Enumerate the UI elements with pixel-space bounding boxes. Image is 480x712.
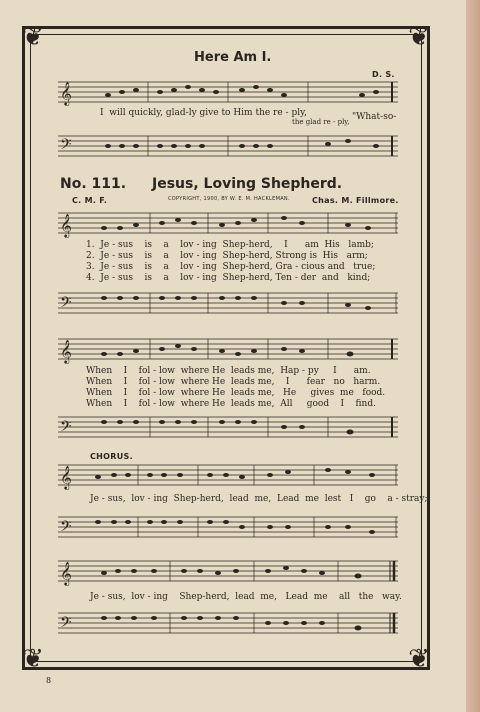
hymn-composer: Chas. M. Fillmore. — [312, 196, 399, 205]
verse-2-line-2: When I fol - low where He leads me, I fear no harm. — [86, 377, 381, 387]
verse-2-line-1: 2. Je - sus is a lov - ing Shep-herd, Strong is His arm; — [86, 251, 368, 261]
ornament-top-right-icon: ❦ — [408, 22, 430, 52]
verse-4-line-2: When I fol - low where He leads me, All good I find. — [86, 399, 376, 409]
svg-text:𝄢: 𝄢 — [60, 614, 72, 635]
hymn-copyright: COPYRIGHT, 1900, BY W. E. M. HACKLEMAN. — [168, 196, 290, 202]
prev-hymn-title: Here Am I. — [194, 50, 272, 65]
prev-hymn-marker: D. S. — [372, 70, 395, 79]
staff-1-treble — [58, 208, 398, 238]
page-edge — [466, 0, 480, 712]
chorus-staff-1-treble — [58, 460, 398, 490]
prev-staff-treble — [58, 78, 398, 106]
verse-3-line-2: When I fol - low where He leads me, He gives me food. — [86, 388, 386, 398]
chorus-line-2: Je - sus, lov - ing Shep-herd, lead me, Lead me all the way. — [90, 592, 402, 602]
ornament-top-left-icon: ❦ — [22, 22, 44, 52]
chorus-staff-1-bass — [58, 512, 398, 542]
chorus-label: CHORUS. — [90, 452, 133, 461]
svg-text:𝄢: 𝄢 — [60, 136, 72, 157]
hymn-meter: C. M. F. — [72, 196, 108, 205]
chorus-staff-2-treble — [58, 556, 398, 586]
verse-3-line-1: 3. Je - sus is a lov - ing Shep-herd, Gra - cious and true; — [86, 262, 376, 272]
hymn-title: Jesus, Loving Shepherd. — [152, 176, 343, 192]
chorus-line-1: Je - sus, lov - ing Shep-herd, lead me, Lead me lest I go a - stray; — [90, 494, 428, 504]
svg-text:𝄞: 𝄞 — [60, 339, 72, 363]
ornament-bottom-left-icon: ❦ — [22, 644, 44, 674]
svg-text:𝄢: 𝄢 — [60, 294, 72, 315]
svg-text:𝄞: 𝄞 — [60, 213, 72, 237]
chorus-staff-2-bass — [58, 608, 398, 638]
hymn-number: No. 111. — [60, 176, 127, 192]
svg-text:𝄞: 𝄞 — [60, 81, 72, 105]
svg-text:𝄢: 𝄢 — [60, 518, 72, 539]
svg-text:𝄞: 𝄞 — [60, 465, 72, 489]
prev-hymn-lyric-alt: the glad re - ply, — [292, 118, 350, 126]
page-number: 8 — [46, 676, 52, 685]
verse-1-line-1: 1. Je - sus is a lov - ing Shep-herd, I am His lamb; — [86, 240, 374, 250]
prev-hymn-lyric: I will quickly, glad-ly give to Him the re - ply, — [100, 108, 307, 118]
verse-4-line-1: 4. Je - sus is a lov - ing Shep-herd, Ten - der and kind; — [86, 273, 371, 283]
staff-2-treble — [58, 334, 398, 364]
svg-text:𝄞: 𝄞 — [60, 561, 72, 585]
svg-text:𝄢: 𝄢 — [60, 418, 72, 439]
prev-hymn-lyric-end: "What-so- — [352, 112, 397, 122]
staff-2-bass — [58, 412, 398, 442]
staff-1-bass — [58, 288, 398, 318]
verse-1-line-2: When I fol - low where He leads me, Hap - py I am. — [86, 366, 371, 376]
ornament-bottom-right-icon: ❦ — [408, 644, 430, 674]
prev-staff-bass — [58, 132, 398, 160]
